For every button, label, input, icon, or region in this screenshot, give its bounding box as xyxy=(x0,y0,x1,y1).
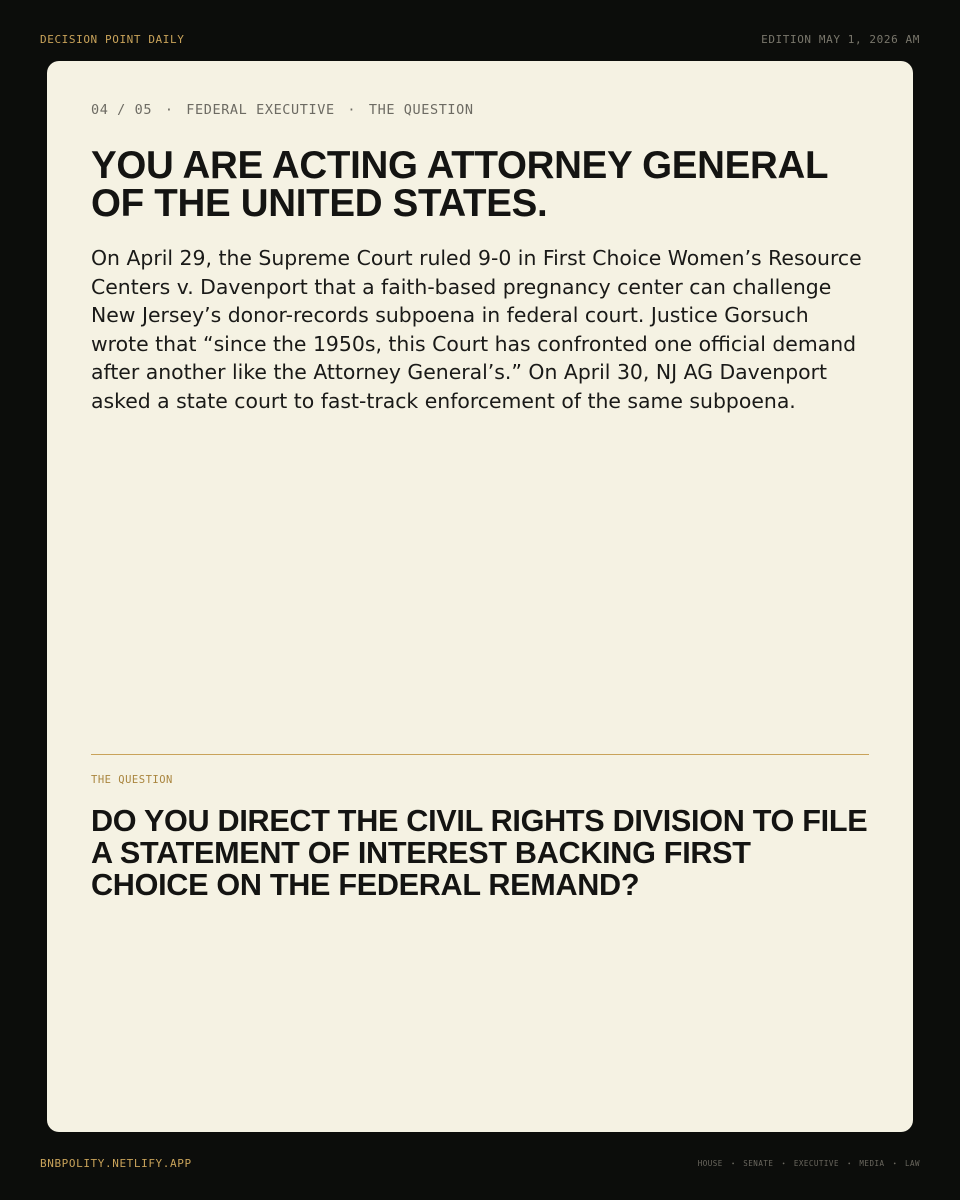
brand-name: DECISION POINT DAILY xyxy=(40,33,185,46)
nav-item-law[interactable]: LAW xyxy=(904,1159,920,1168)
nav-separator: • xyxy=(893,1159,896,1168)
nav-item-house[interactable]: HOUSE xyxy=(697,1159,723,1168)
kicker xyxy=(91,102,474,118)
kicker-section: FEDERAL EXECUTIVE xyxy=(186,102,335,118)
kicker-label: THE QUESTION xyxy=(368,102,474,118)
nav-separator: • xyxy=(847,1159,851,1168)
question-card xyxy=(47,61,913,1132)
question-text: DO YOU DIRECT THE CIVIL RIGHTS DIVISION TO FILE A STATEMENT OF INTEREST BACKING FIRST CHOICE ON THE FEDERAL REMAND? xyxy=(91,804,868,902)
nav-item-executive[interactable]: EXECUTIVE xyxy=(793,1159,839,1168)
card-index: 04 / 05 xyxy=(91,102,153,118)
divider xyxy=(91,754,869,755)
nav-separator: • xyxy=(782,1159,785,1168)
question-label: THE QUESTION xyxy=(91,774,173,786)
kicker-separator: · xyxy=(347,102,357,118)
nav-item-media[interactable]: MEDIA xyxy=(859,1159,885,1168)
nav-separator: • xyxy=(731,1159,735,1168)
headline: YOU ARE ACTING ATTORNEY GENERAL OF THE UNITED STATES. xyxy=(91,144,828,225)
footer-nav xyxy=(698,1159,920,1168)
top-bar xyxy=(40,33,920,46)
kicker-separator: · xyxy=(164,102,174,118)
site-link[interactable]: BNBPOLITY.NETLIFY.APP xyxy=(40,1157,192,1170)
bottom-bar xyxy=(40,1157,920,1170)
nav-item-senate[interactable]: SENATE xyxy=(743,1159,774,1168)
edition-label: EDITION MAY 1, 2026 AM xyxy=(761,33,920,46)
body-text: On April 29, the Supreme Court ruled 9-0 in First Choice Women’s Resource Centers v. Davenport that a faith-based pregnancy center can challenge New Jersey’s donor-records subpoena in federal court. Justice Gorsuch wrote that “since the 1950s, this Court has confronted one official demand after another like the Attorney General’s.” On April 30, NJ AG Davenport asked a state court to fast-track enforcement of the same subpoena. xyxy=(91,246,862,413)
